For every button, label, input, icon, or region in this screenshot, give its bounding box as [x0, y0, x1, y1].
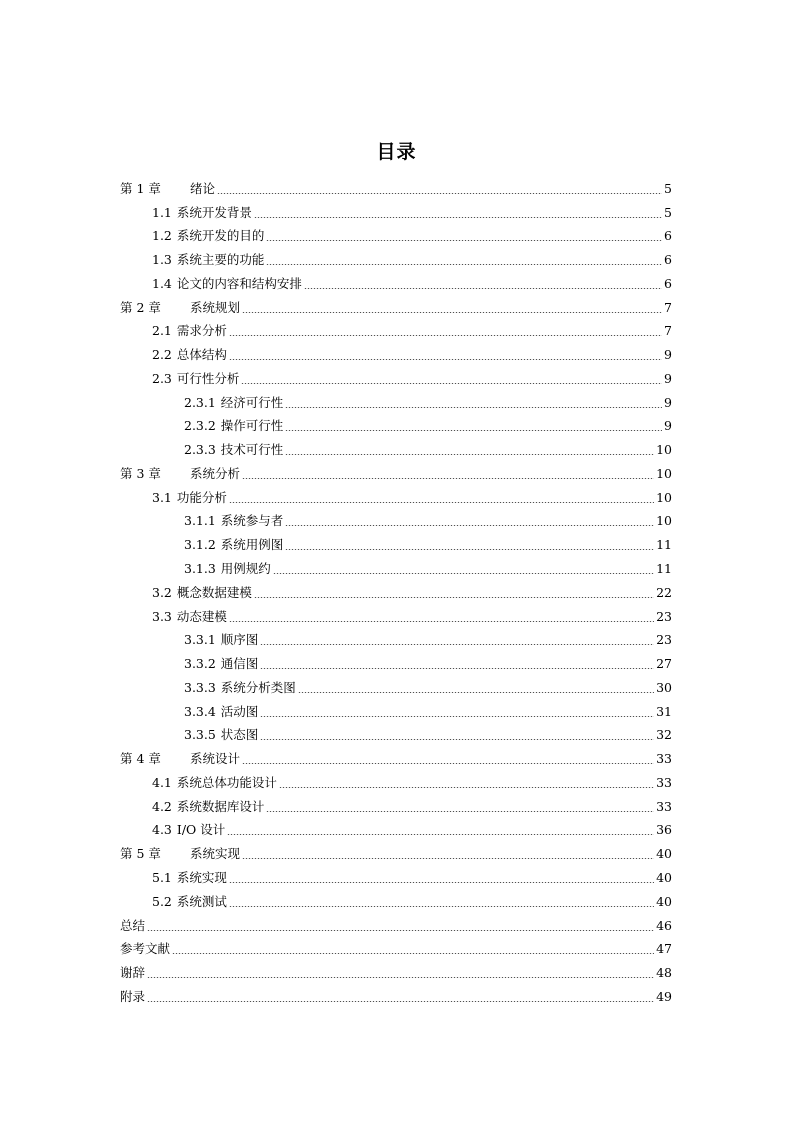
- toc-entry[interactable]: [120, 529, 672, 553]
- dot-leader: [260, 739, 654, 740]
- dot-leader: [266, 264, 662, 265]
- toc-entry-page-number: 33: [656, 798, 672, 814]
- toc-entry-title: 动态建模: [176, 608, 227, 624]
- dot-leader: [266, 811, 654, 812]
- dot-leader: [273, 573, 654, 574]
- toc-entry-page-number: 7: [664, 299, 672, 315]
- toc-entry-title: 绪论: [190, 180, 216, 196]
- dot-leader: [266, 240, 662, 241]
- toc-entry-number: 2.3.1: [184, 394, 216, 410]
- toc-entry-title: 活动图: [220, 703, 259, 719]
- toc-entry[interactable]: [120, 268, 672, 292]
- toc-entry[interactable]: [120, 316, 672, 340]
- toc-entry-title: 系统分析: [190, 465, 241, 481]
- toc-entry-page-number: 10: [656, 465, 672, 481]
- dot-leader: [147, 1001, 654, 1002]
- toc-entry-title: 通信图: [220, 656, 259, 672]
- toc-entry-page-number: 40: [656, 846, 672, 862]
- toc-entry[interactable]: [120, 458, 672, 482]
- toc-entry-title: 总体结构: [176, 347, 227, 363]
- toc-entry-number: 5.2: [152, 893, 172, 909]
- toc-entry-number: 2.2: [152, 347, 172, 363]
- toc-entry-page-number: 27: [656, 656, 672, 672]
- toc-entry-page-number: 10: [656, 489, 672, 505]
- dot-leader: [285, 407, 662, 408]
- toc-entry-number: 3.1.2: [184, 537, 216, 553]
- dot-leader: [229, 502, 654, 503]
- toc-entry[interactable]: [120, 696, 672, 720]
- toc-entry-page-number: 31: [656, 703, 672, 719]
- toc-entry-number: 2.3.3: [184, 442, 216, 458]
- toc-entry-number: 2.1: [152, 323, 172, 339]
- toc-entry[interactable]: [120, 720, 672, 744]
- toc-entry-title: 参考文献: [120, 941, 171, 957]
- dot-leader: [241, 383, 662, 384]
- toc-entry[interactable]: [120, 197, 672, 221]
- toc-entry-title: 系统开发的目的: [176, 228, 265, 244]
- toc-entry-number: 3.1.3: [184, 561, 216, 577]
- toc-entry-number: 1.4: [152, 275, 172, 291]
- toc-entry[interactable]: [120, 363, 672, 387]
- dot-leader: [172, 953, 654, 954]
- toc-entry-title: 系统主要的功能: [176, 252, 265, 268]
- toc-entry-number: 3.3.2: [184, 656, 216, 672]
- toc-entry-number: 3.3: [152, 608, 172, 624]
- dot-leader: [229, 359, 662, 360]
- toc-entry[interactable]: [120, 862, 672, 886]
- toc-entry-title: 功能分析: [176, 489, 227, 505]
- dot-leader: [229, 621, 654, 622]
- toc-entry-number: 2.3.2: [184, 418, 216, 434]
- toc-entry[interactable]: [120, 482, 672, 506]
- toc-entry-title: 需求分析: [176, 323, 227, 339]
- toc-entry-title: 系统总体功能设计: [176, 774, 277, 790]
- toc-entry-title: 系统参与者: [220, 513, 284, 529]
- toc-entry-page-number: 11: [656, 537, 672, 553]
- toc-entry[interactable]: [120, 838, 672, 862]
- toc-entry[interactable]: [120, 625, 672, 649]
- toc-entry-page-number: 6: [664, 228, 672, 244]
- dot-leader: [254, 597, 654, 598]
- toc-entry-title: 概念数据建模: [176, 584, 252, 600]
- toc-entry[interactable]: [120, 672, 672, 696]
- toc-entry-page-number: 9: [664, 347, 672, 363]
- toc-entry-page-number: 9: [664, 394, 672, 410]
- toc-entry[interactable]: [120, 648, 672, 672]
- toc-entry-title: 总结: [120, 917, 146, 933]
- toc-entry-title: 技术可行性: [220, 442, 284, 458]
- toc-entry[interactable]: [120, 411, 672, 435]
- dot-leader: [285, 430, 662, 431]
- toc-entry-page-number: 40: [656, 893, 672, 909]
- toc-entry-title: 用例规约: [220, 561, 271, 577]
- dot-leader: [229, 882, 654, 883]
- toc-entry-page-number: 47: [656, 941, 672, 957]
- toc-entry-number: 第 1 章: [120, 180, 161, 196]
- toc-entry-number: 3.3.4: [184, 703, 216, 719]
- toc-entry-number: 4.3: [152, 822, 172, 838]
- toc-entry[interactable]: [120, 886, 672, 910]
- toc-entry-page-number: 6: [664, 252, 672, 268]
- dot-leader: [242, 478, 654, 479]
- toc-entry[interactable]: [120, 221, 672, 245]
- toc-entry-title: 系统实现: [190, 846, 241, 862]
- dot-leader: [147, 930, 654, 931]
- toc-entry[interactable]: [120, 292, 672, 316]
- toc-entry-title: 操作可行性: [220, 418, 284, 434]
- toc-entry-title: 谢辞: [120, 965, 146, 981]
- toc-entry-page-number: 40: [656, 869, 672, 885]
- toc-entry[interactable]: [120, 577, 672, 601]
- dot-leader: [285, 549, 654, 550]
- toc-entry[interactable]: [120, 506, 672, 530]
- dot-leader: [260, 668, 654, 669]
- toc-entry-title: 系统实现: [176, 869, 227, 885]
- toc-entry-number: 4.1: [152, 774, 172, 790]
- toc-entry-title: I/O 设计: [176, 822, 226, 838]
- toc-entry-title: 经济可行性: [220, 394, 284, 410]
- toc-entry[interactable]: [120, 957, 672, 981]
- toc-entry-number: 第 5 章: [120, 846, 161, 862]
- toc-entry[interactable]: [120, 910, 672, 934]
- dot-leader: [227, 834, 654, 835]
- toc-entry-number: 3.1: [152, 489, 172, 505]
- toc-entry-number: 第 3 章: [120, 465, 161, 481]
- toc-entry-title: 系统开发背景: [176, 204, 252, 220]
- toc-entry[interactable]: [120, 934, 672, 958]
- toc-entry-page-number: 9: [664, 418, 672, 434]
- toc-entry-number: 1.2: [152, 228, 172, 244]
- toc-entry[interactable]: [120, 743, 672, 767]
- toc-entry-page-number: 46: [656, 917, 672, 933]
- toc-entry-page-number: 10: [656, 442, 672, 458]
- toc-entry-number: 第 4 章: [120, 751, 161, 767]
- dot-leader: [242, 858, 654, 859]
- toc-entry-page-number: 5: [664, 180, 672, 196]
- dot-leader: [285, 525, 654, 526]
- toc-entry-number: 3.3.3: [184, 679, 216, 695]
- toc-entry-page-number: 9: [664, 370, 672, 386]
- toc-entry-title: 可行性分析: [176, 370, 240, 386]
- toc-entry[interactable]: [120, 981, 672, 1005]
- toc-entry-page-number: 36: [656, 822, 672, 838]
- toc-entry-page-number: 23: [656, 632, 672, 648]
- toc-entry-page-number: 48: [656, 965, 672, 981]
- toc-entry-title: 系统分析类图: [220, 679, 296, 695]
- toc-entry[interactable]: [120, 387, 672, 411]
- toc-entry[interactable]: [120, 173, 672, 197]
- toc-entry-page-number: 32: [656, 727, 672, 743]
- toc-entry[interactable]: [120, 434, 672, 458]
- toc-entry-page-number: 30: [656, 679, 672, 695]
- toc-entry[interactable]: [120, 601, 672, 625]
- toc-entry[interactable]: [120, 815, 672, 839]
- toc-entry-number: 1.3: [152, 252, 172, 268]
- toc-entry-title: 顺序图: [220, 632, 259, 648]
- toc-entry-number: 3.3.5: [184, 727, 216, 743]
- dot-leader: [304, 288, 662, 289]
- dot-leader: [217, 193, 662, 194]
- toc-entry-number: 4.2: [152, 798, 172, 814]
- table-of-contents: [120, 173, 672, 1005]
- toc-entry[interactable]: [120, 339, 672, 363]
- dot-leader: [260, 716, 654, 717]
- toc-entry-page-number: 10: [656, 513, 672, 529]
- dot-leader: [242, 312, 662, 313]
- toc-entry-title: 附录: [120, 988, 146, 1004]
- toc-entry-title: 系统用例图: [220, 537, 284, 553]
- toc-entry-number: 第 2 章: [120, 299, 161, 315]
- toc-entry-number: 2.3: [152, 370, 172, 386]
- toc-entry-page-number: 11: [656, 561, 672, 577]
- dot-leader: [242, 763, 654, 764]
- dot-leader: [147, 977, 654, 978]
- toc-entry-title: 状态图: [220, 727, 259, 743]
- toc-entry-page-number: 49: [656, 988, 672, 1004]
- toc-entry-number: 5.1: [152, 869, 172, 885]
- toc-entry-title: 系统设计: [190, 751, 241, 767]
- toc-entry-number: 3.1.1: [184, 513, 216, 529]
- toc-entry-number: 1.1: [152, 204, 172, 220]
- toc-entry[interactable]: [120, 244, 672, 268]
- toc-entry-page-number: 6: [664, 275, 672, 291]
- dot-leader: [254, 217, 662, 218]
- toc-entry-title: 论文的内容和结构安排: [176, 275, 302, 291]
- dot-leader: [260, 644, 654, 645]
- dot-leader: [285, 454, 654, 455]
- toc-entry-page-number: 33: [656, 774, 672, 790]
- dot-leader: [229, 906, 654, 907]
- toc-entry-title: 系统规划: [190, 299, 241, 315]
- toc-entry[interactable]: [120, 791, 672, 815]
- toc-entry[interactable]: [120, 767, 672, 791]
- toc-entry-page-number: 7: [664, 323, 672, 339]
- page-title: 目录: [376, 141, 417, 163]
- toc-entry-page-number: 22: [656, 584, 672, 600]
- toc-entry-number: 3.3.1: [184, 632, 216, 648]
- toc-entry-page-number: 23: [656, 608, 672, 624]
- dot-leader: [229, 335, 662, 336]
- toc-entry-number: 3.2: [152, 584, 172, 600]
- toc-entry-page-number: 5: [664, 204, 672, 220]
- toc-entry[interactable]: [120, 553, 672, 577]
- toc-entry-title: 系统测试: [176, 893, 227, 909]
- dot-leader: [279, 787, 654, 788]
- dot-leader: [298, 692, 654, 693]
- toc-entry-page-number: 33: [656, 751, 672, 767]
- toc-entry-title: 系统数据库设计: [176, 798, 265, 814]
